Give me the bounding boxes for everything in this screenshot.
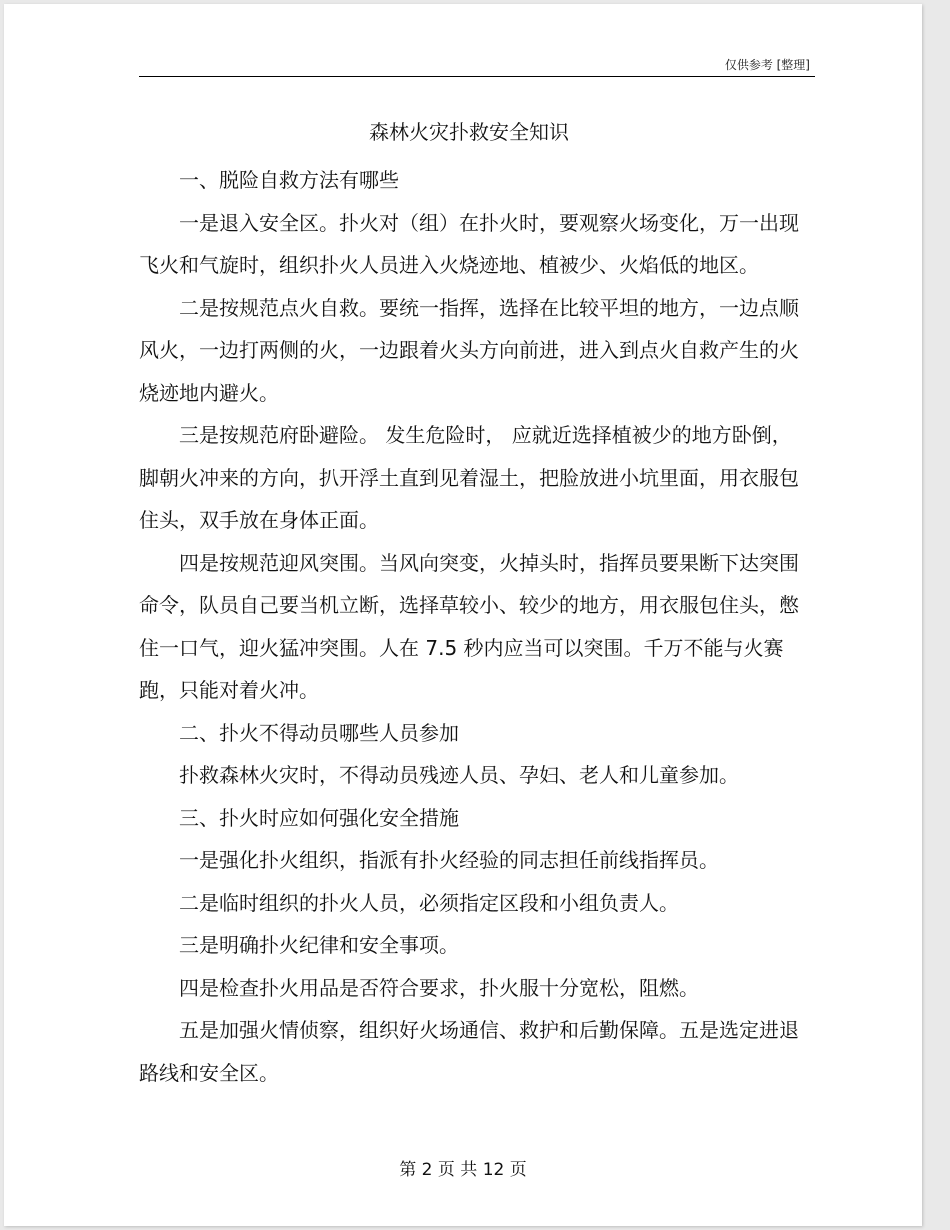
document-title: 森林火灾扑救安全知识 [369, 120, 569, 144]
document-page [4, 4, 922, 1226]
section-heading-2: 二、扑火不得动员哪些人员参加 [179, 720, 459, 745]
document-body [139, 118, 799, 1094]
paragraph: 二是临时组织的扑火人员，必须指定区段和小组负责人。 [179, 890, 679, 915]
page-footer: 第 2 页 共 12 页 [399, 1160, 527, 1180]
paragraph: 三是按规范府卧避险。 发生危险时， 应就近选择植被少的地方卧倒，脚朝火冲来的方向，扒开浮土直到见着湿土，把脸放进小坑里面，用衣服包住头，双手放在身体正面。 [139, 423, 799, 532]
section-heading-3: 三、扑火时应如何强化安全措施 [179, 805, 459, 830]
header-rule [139, 76, 815, 77]
page-header: 仅供参考 [整理] [724, 58, 810, 72]
paragraph: 四是按规范迎风突围。当风向突变，火掉头时，指挥员要果断下达突围命令，队员自己要当机立断，选择草较小、较少的地方，用衣服包住头，憋住一口气，迎火猛冲突围。人在 7.5 秒内应当可以突围。千万不能与火赛跑，只能对着火冲。 [139, 550, 799, 702]
section-heading-1: 一、脱险自救方法有哪些 [179, 168, 399, 192]
paragraph: 三是明确扑火纪律和安全事项。 [179, 933, 459, 957]
paragraph: 一是退入安全区。扑火对（组）在扑火时，要观察火场变化，万一出现飞火和气旋时，组织扑火人员进入火烧迹地、植被少、火焰低的地区。 [139, 210, 799, 277]
paragraph: 二是按规范点火自救。要统一指挥，选择在比较平坦的地方，一边点顺风火，一边打两侧的火，一边跟着火头方向前进，进入到点火自救产生的火烧迹地内避火。 [139, 295, 799, 405]
paragraph: 五是加强火情侦察，组织好火场通信、救护和后勤保障。五是选定进退路线和安全区。 [139, 1018, 799, 1085]
paragraph: 一是强化扑火组织，指派有扑火经验的同志担任前线指挥员。 [179, 848, 719, 872]
paragraph: 扑救森林火灾时，不得动员残迹人员、孕妇、老人和儿童参加。 [179, 763, 739, 787]
paragraph: 四是检查扑火用品是否符合要求，扑火服十分宽松，阻燃。 [179, 975, 699, 1000]
